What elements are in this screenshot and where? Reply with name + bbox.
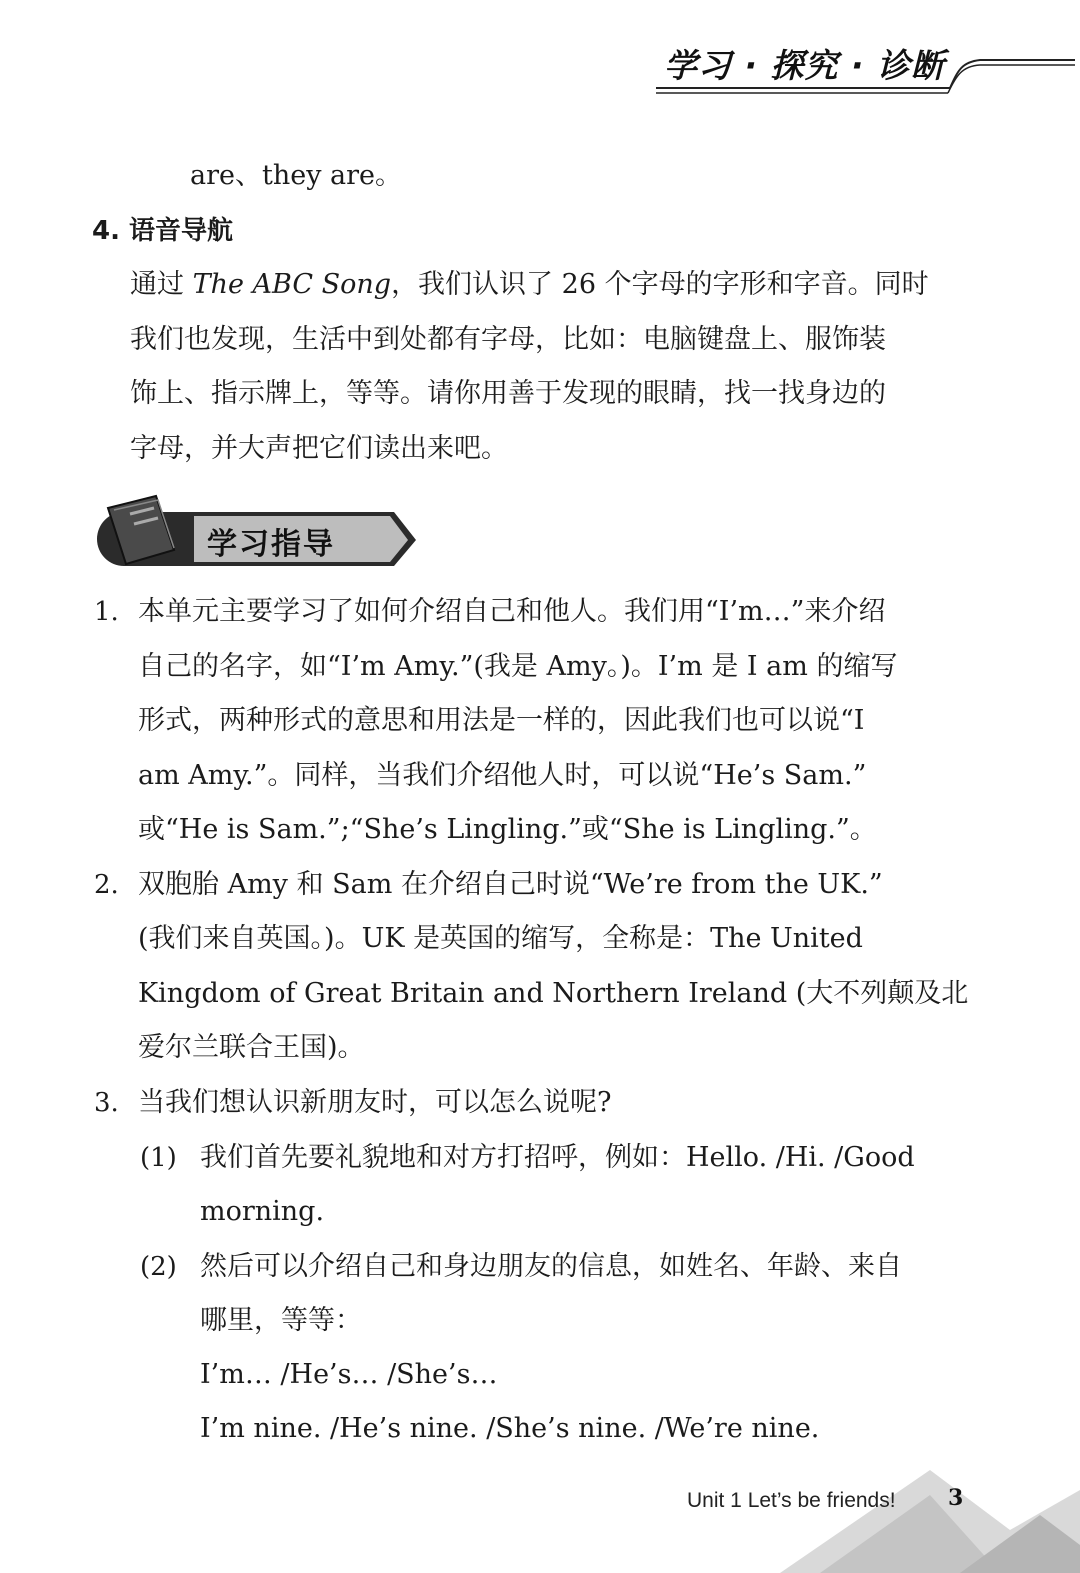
item-1-line-1: 本单元主要学习了如何介绍自己和他人。我们用“I’m…”来介绍 (138, 596, 886, 627)
page-header-title: 学习 · 探究 · 诊断 (664, 46, 946, 85)
item-1-line-4: am Amy.”。同样，当我们介绍他人时，可以说“He’s Sam.” (138, 760, 867, 791)
corner-decoration (780, 1470, 1080, 1573)
item-1-number: 1. (94, 597, 119, 627)
item-1-line-5: 或“He is Sam.”;“She’s Lingling.”或“She is Lingling.”。 (138, 814, 877, 845)
item-3-number: 3. (94, 1088, 119, 1118)
item-2-line-2: (我们来自英国。)。UK 是英国的缩写，全称是：The United (138, 923, 863, 954)
item-3-sub-2-line-3: I’m… /He’s… /She’s… (200, 1359, 498, 1390)
item-3-sub-2-line-1: 然后可以介绍自己和身边朋友的信息，如姓名、年龄、来自 (200, 1251, 902, 1282)
page-number: 3 (948, 1485, 964, 1511)
section-4-line-3: 饰上、指示牌上，等等。请你用善于发现的眼睛，找一找身边的 (130, 378, 886, 409)
item-3-sub-1-number: (1) (140, 1143, 177, 1173)
study-guide-label: 学习指导 (207, 527, 335, 562)
item-2-number: 2. (94, 870, 119, 900)
item-3-sub-1-line-1: 我们首先要礼貌地和对方打招呼，例如：Hello. /Hi. /Good (200, 1142, 915, 1173)
intro-continuation: are、they are。 (190, 160, 403, 191)
footer-unit-title: Unit 1 Let’s be friends! (687, 1489, 896, 1512)
item-2-line-3: Kingdom of Great Britain and Northern Ireland (大不列颠及北 (138, 978, 969, 1009)
item-1-line-3: 形式，两种形式的意思和用法是一样的，因此我们也可以说“I (138, 705, 865, 736)
song-title: The ABC Song (192, 269, 392, 300)
section-4-line-1: 通过 The ABC Song，我们认识了 26 个字母的字形和字音。同时 (130, 269, 929, 300)
section-4-line-2: 我们也发现，生活中到处都有字母，比如：电脑键盘上、服饰装 (130, 324, 886, 355)
item-3-sub-1-line-2: morning. (200, 1196, 325, 1227)
header-rule-decoration (650, 50, 1080, 100)
section-4-line-4: 字母，并大声把它们读出来吧。 (130, 433, 508, 464)
item-2-line-4: 爱尔兰联合王国)。 (138, 1032, 365, 1063)
section-4-heading: 4. 语音导航 (92, 216, 234, 246)
item-3-line-1: 当我们想认识新朋友时，可以怎么说呢? (138, 1087, 612, 1118)
item-3-sub-2-line-4: I’m nine. /He’s nine. /She’s nine. /We’re nine. (200, 1413, 820, 1444)
item-3-sub-2-number: (2) (140, 1252, 177, 1282)
item-1-line-2: 自己的名字，如“I’m Amy.”(我是 Amy。)。I’m 是 I am 的缩写 (138, 651, 898, 682)
item-2-line-1: 双胞胎 Amy 和 Sam 在介绍自己时说“We’re from the UK.” (138, 869, 883, 900)
item-3-sub-2-line-2: 哪里，等等： (200, 1305, 362, 1336)
